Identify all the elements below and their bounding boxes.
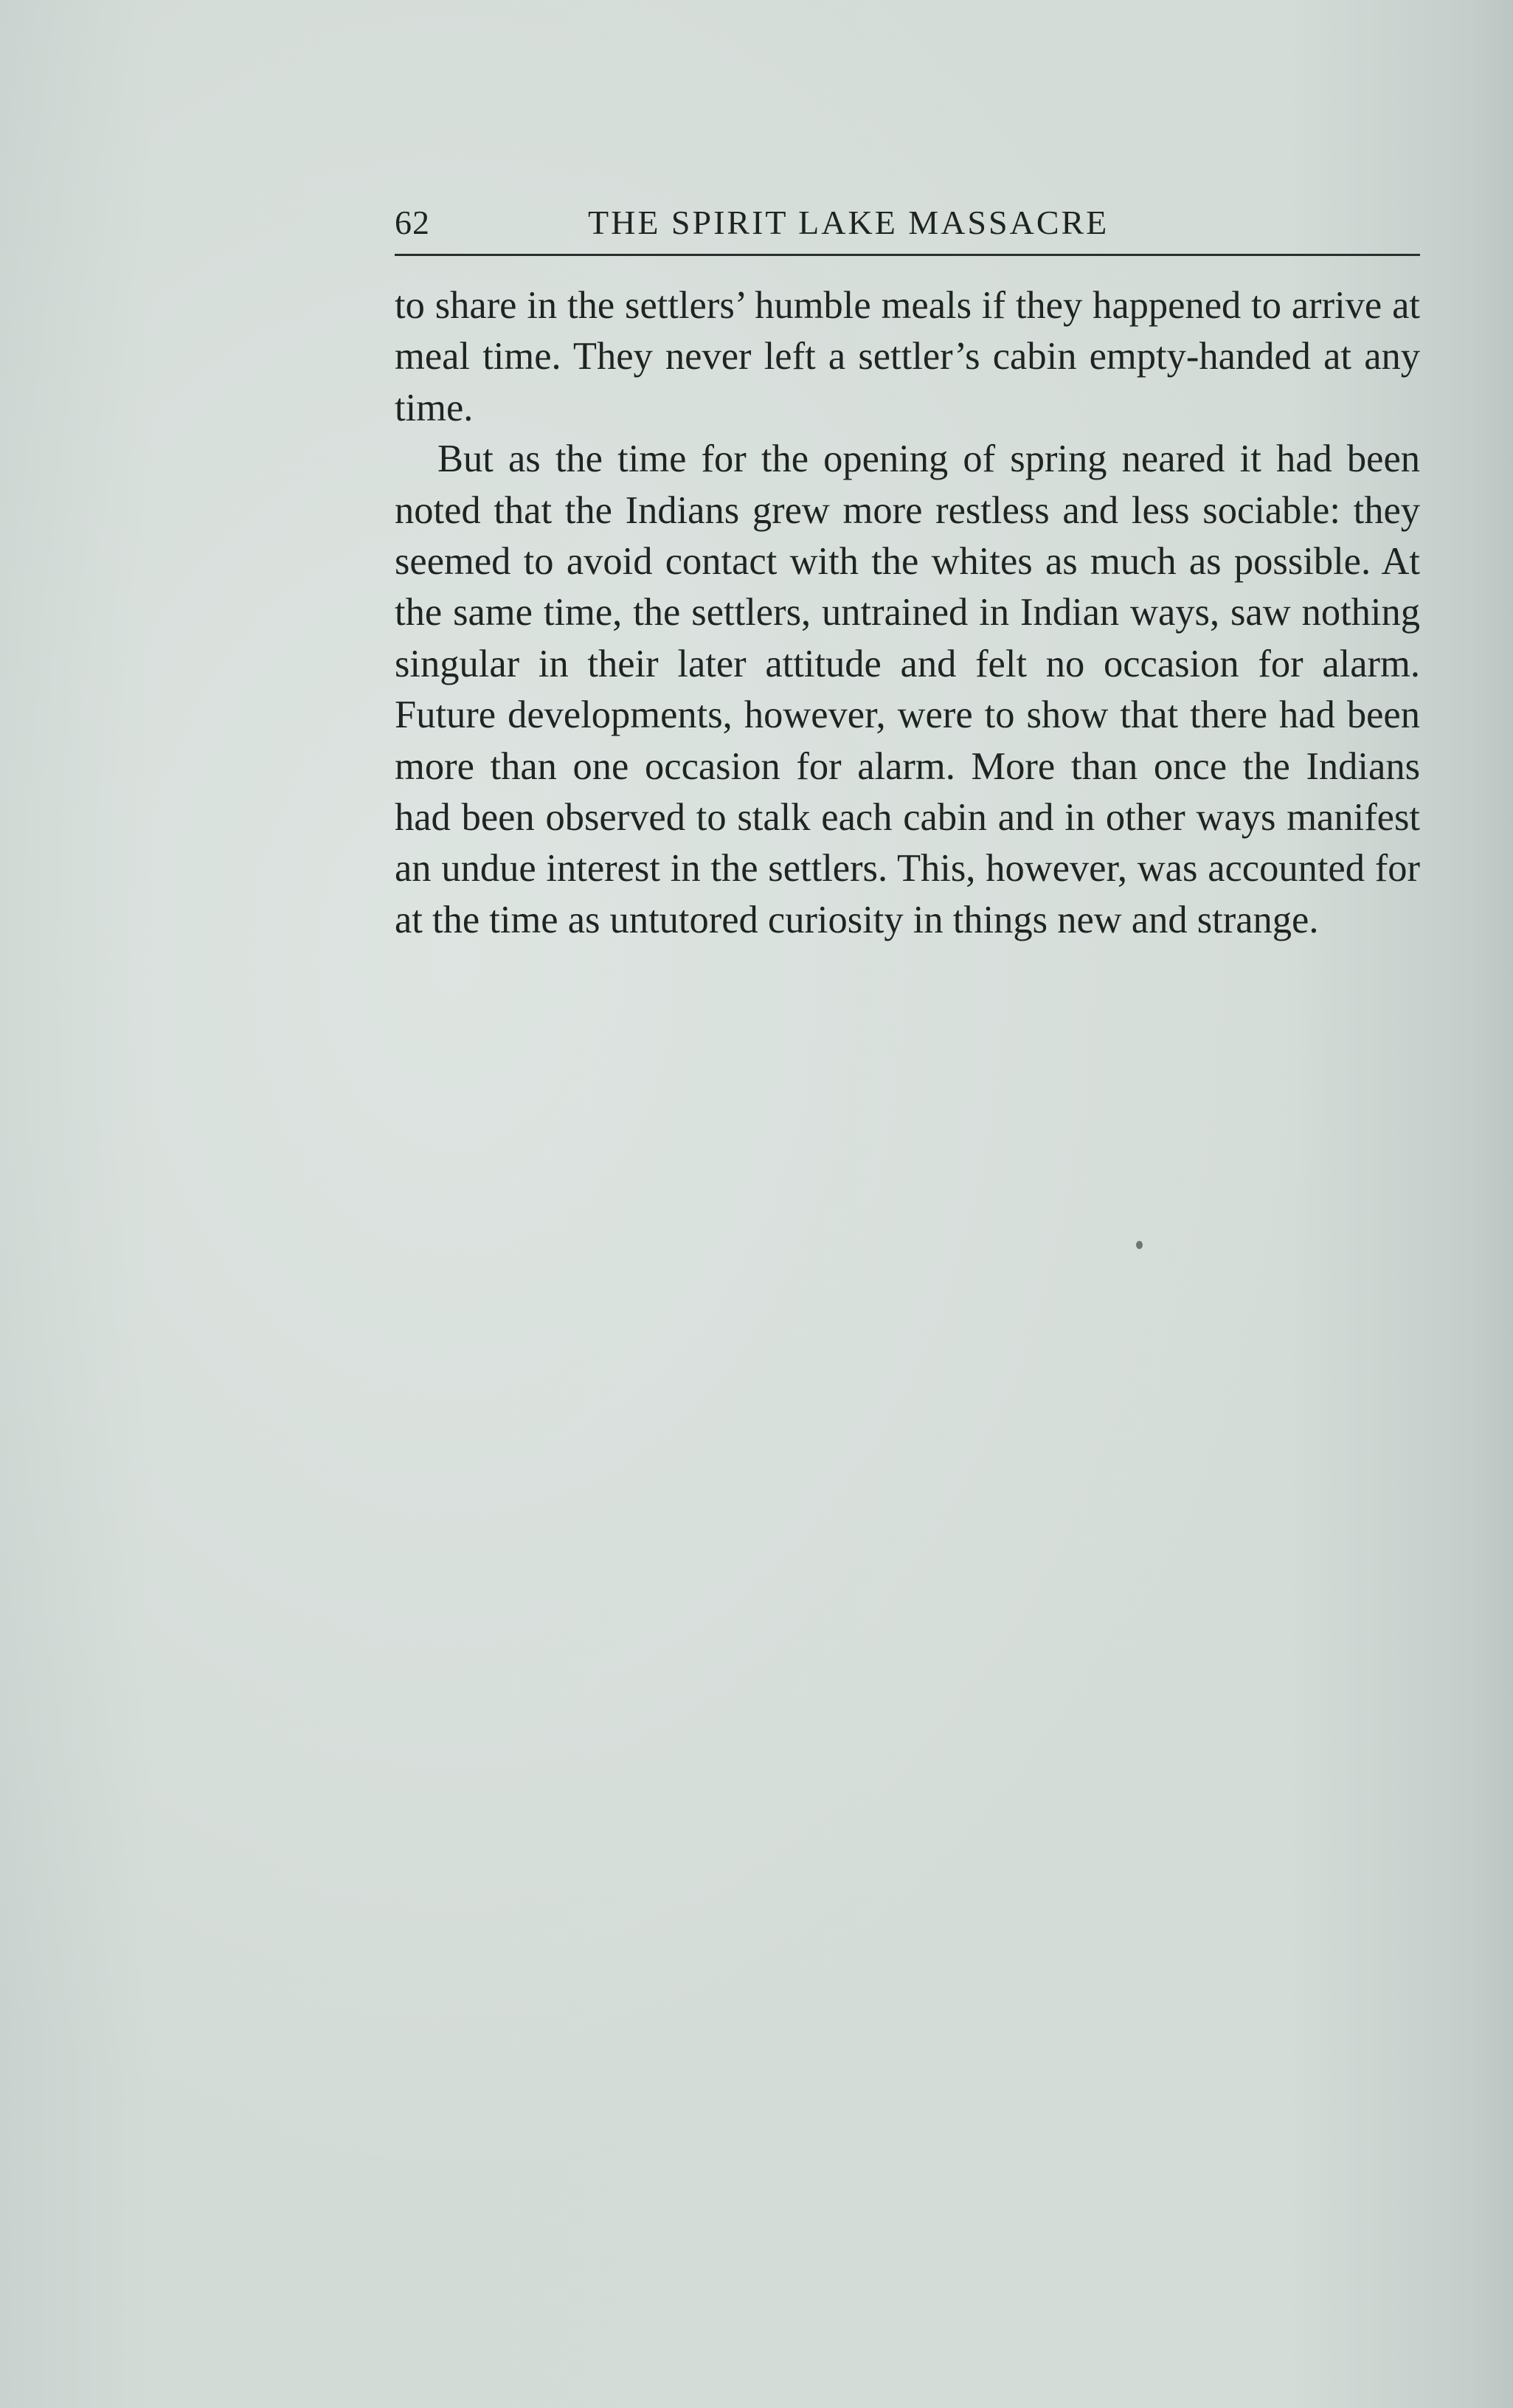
paper-speck xyxy=(1136,1241,1143,1249)
paragraph: But as the time for the opening of spring neared it had been noted that the Indians grew more restless and less sociable: they seemed to avoid contact with the whites as much as possible. At the same time, the settlers, untrained in Indian ways, saw nothing singular in their later attitude and felt no occasion for alarm. Future developments, however, were to show that there had been more than one occasion for alarm. More than once the Indians had been observed to stalk each cabin and in other ways manifest an undue interest in the settlers. This, however, was accounted for at the time as untutored curiosity in things new and strange. xyxy=(395,437,1420,941)
paragraph-continued: to share in the settlers’ humble meals if they happened to arrive at meal time. They never left a settler’s cabin empty-handed at any time. xyxy=(395,284,1420,429)
page-number: 62 xyxy=(395,204,430,241)
running-title: THE SPIRIT LAKE MASSACRE xyxy=(588,204,1109,241)
running-header xyxy=(395,193,1420,256)
body-text xyxy=(395,280,1420,946)
